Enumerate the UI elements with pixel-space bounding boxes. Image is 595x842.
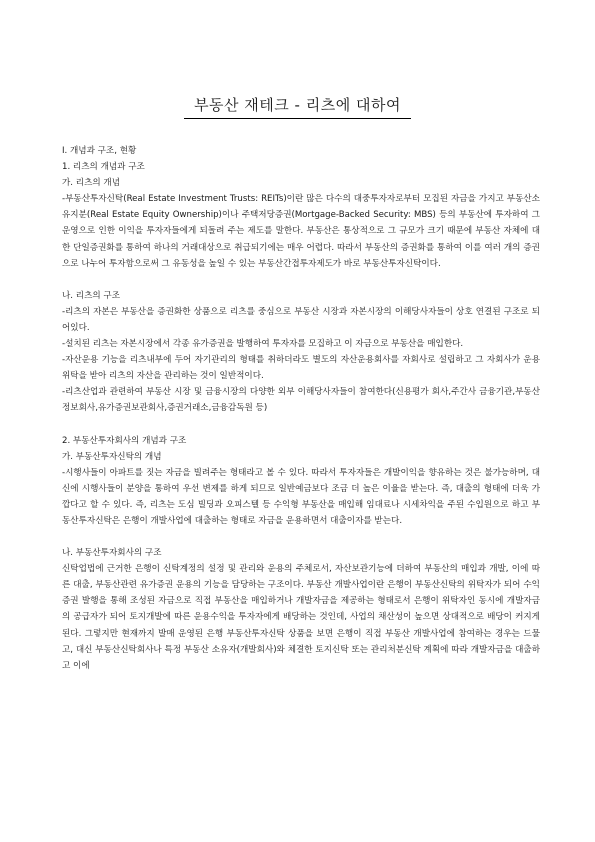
document-body — [62, 143, 540, 674]
section-heading: Ⅰ. 개념과 구조, 현황 — [62, 146, 137, 156]
section-heading: 1. 리츠의 개념과 구조 — [62, 162, 145, 173]
body-paragraph: -부동산투자신탁(Real Estate Investment Trusts: REITs)이란 많은 다수의 대중투자자로부터 모집된 자금을 가지고 부동산소유지분(Real Estate Equity Ownership)이나 주택저당증권(Mortgage-Backed Security: MBS) 등의 부동산에 투자하여 그 운영으로 인한 이익을 투자자들에게 되돌려 주는 제도를 말한다. 부동산은 통상적으로 그 규모가 크기 때문에 부동산 자체에 대한 단일증권화를 통하여 하나의 거래대상으로 취급되기에는 매우 어렵다. 따라서 부동산의 증권화를 통하여 이를 여러 개의 증권으로 나누어 투자함으로써 그 유동성을 높일 수 있는 부동산간접투자제도가 바로 부동산투자신탁이다. — [62, 194, 540, 269]
body-paragraph: 신탁업법에 근거한 은행이 신탁계정의 설정 및 관리와 운용의 주체로서, 자산보관기능에 더하여 부동산의 매입과 개발, 이에 따른 대출, 부동산관련 유가증권 운용의 기능을 담당하는 구조이다. 부동산 개발사업이란 은행이 부동산신탁의 위탁자가 되어 수익증권 발행을 통해 조성된 자금으로 직접 부동산을 매입하거나 개발자금을 제공하는 형태로서 은행이 위탁자인 동시에 개발자금의 공급자가 되어 토지개발에 따른 운용수익을 투자자에게 배당하는 것인데, 사업의 채산성이 높으면 상대적으로 배당이 커지게 된다. 그렇지만 현재까지 발매 운영된 은행 부동산투자신탁 상품을 보면 은행이 직접 부동산 개발사업에 참여하는 경우는 드물고, 대신 부동산신탁회사나 특정 부동산 소유자(개발회사)와 체결한 토지신탁 또는 관리처분신탁 계획에 따라 개발자금을 대출하고 이에 — [62, 564, 540, 671]
section-heading: 나. 부동산투자회사의 구조 — [62, 548, 162, 559]
section-heading: 가. 부동산투자신탁의 개념 — [62, 451, 162, 462]
section-heading: 2. 부동산투자회사의 개념과 구조 — [62, 435, 187, 446]
body-paragraph: -시행사들이 아파트를 짓는 자금을 빌려주는 형태라고 볼 수 있다. 따라서 투자자들은 개발이익을 향유하는 것은 불가능하며, 대신에 시행사들이 분양을 통하여 우선 변제를 하게 되므로 일반예금보다 조금 더 높은 이율을 받는다. 즉, 대출의 형태에 더욱 가깝다고 할 수 있다. 즉, 리츠는 도심 빌딩과 오피스텔 등 수익형 부동산을 매입해 임대료나 시세차익을 주된 수입원으로 하고 부동산투자신탁은 은행이 개발사업에 대출하는 형태로 자금을 운용하면서 대출이자를 받는다. — [62, 467, 540, 526]
body-paragraph: -설치된 리츠는 자본시장에서 각종 유가증권을 발행하여 투자자를 모집하고 이 자금으로 부동산을 매입한다. — [62, 339, 464, 350]
document-title: 부동산 재테크 - 리츠에 대하여 — [184, 94, 411, 119]
paragraph-gap — [62, 272, 540, 288]
body-paragraph: -리츠산업과 관련하여 부동산 시장 및 금융시장의 다양한 외부 이해당사자들이 참여한다(신용평가 회사,주간사 금융기관,부동산정보회사,유가증권보관회사,증권거래소,금융감독원 등) — [62, 387, 540, 414]
section-heading: 가. 리츠의 개념 — [62, 178, 121, 189]
section-heading: 나. 리츠의 구조 — [62, 290, 121, 301]
paragraph-gap — [62, 529, 540, 545]
paragraph-gap — [62, 417, 540, 433]
body-paragraph: -자산운용 기능을 리츠내부에 두어 자기관리의 형태를 취하더라도 별도의 자산운용회사를 자회사로 설립하고 그 자회사가 운용위탁을 받아 리츠의 자산을 관리하는 것이 일반적이다. — [62, 355, 540, 382]
title-container — [0, 94, 595, 119]
body-paragraph: -리츠의 자본은 부동산을 증권화한 상품으로 리츠를 중심으로 부동산 시장과 자본시장의 이해당사자들이 상호 연결된 구조로 되어있다. — [62, 306, 540, 333]
